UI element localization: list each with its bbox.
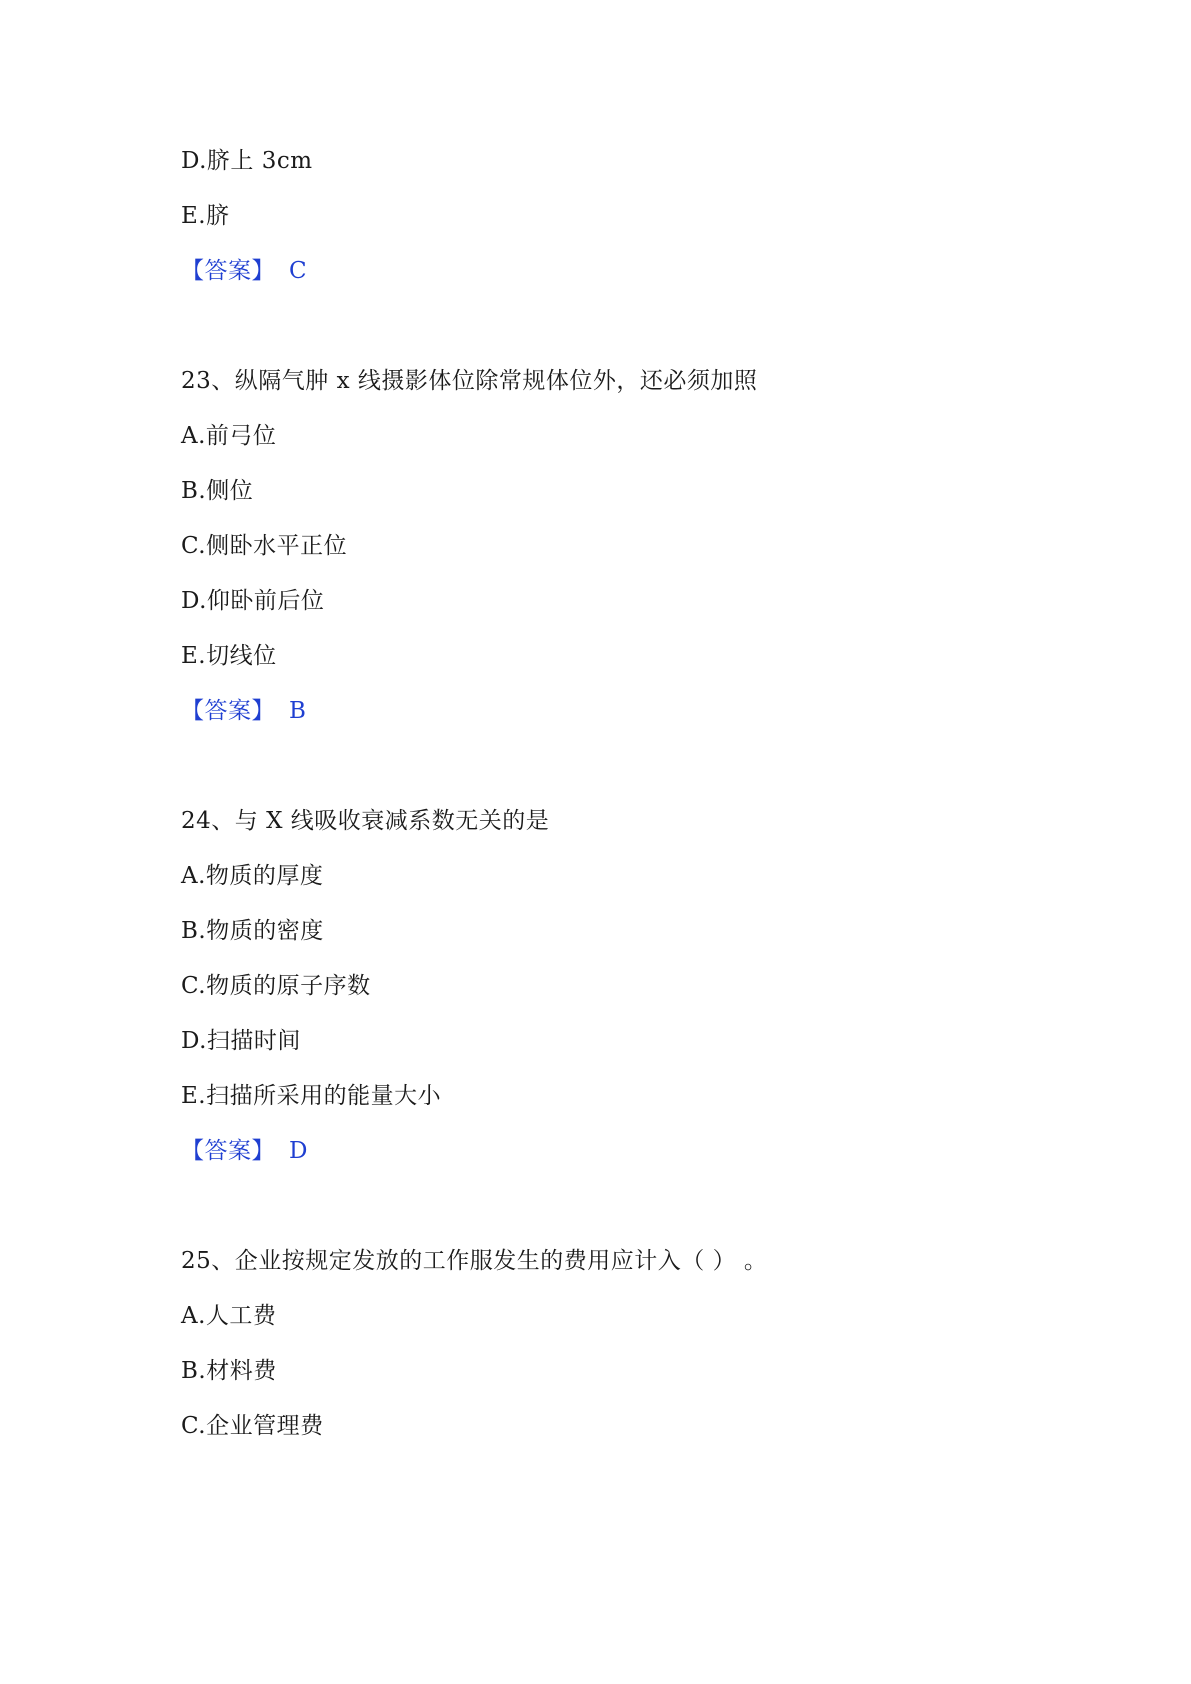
answer-line <box>181 1136 308 1166</box>
option-a: A.物质的厚度 <box>181 863 324 889</box>
answer-label: 【答案】 <box>181 1138 275 1164</box>
option-b: B.材料费 <box>181 1358 277 1384</box>
option-d: D.脐上 3cm <box>181 148 313 174</box>
option-a: A.人工费 <box>181 1303 277 1329</box>
option-b: B.侧位 <box>181 478 254 504</box>
answer-line <box>181 696 306 726</box>
option-d: D.扫描时间 <box>181 1028 301 1054</box>
option-b: B.物质的密度 <box>181 918 324 944</box>
question-stem: 23、纵隔气肿 x 线摄影体位除常规体位外，还必须加照 <box>181 368 758 394</box>
option-e: E.切线位 <box>181 643 277 669</box>
answer-line <box>181 256 307 286</box>
option-e: E.扫描所采用的能量大小 <box>181 1083 442 1109</box>
option-a: A.前弓位 <box>181 423 277 449</box>
option-c: C.企业管理费 <box>181 1413 324 1439</box>
option-c: C.侧卧水平正位 <box>181 533 348 559</box>
answer-label: 【答案】 <box>181 698 275 724</box>
answer-value: D <box>289 1138 308 1164</box>
option-e: E.脐 <box>181 203 230 229</box>
answer-value: B <box>289 698 307 724</box>
answer-value: C <box>289 258 308 284</box>
question-stem: 25、企业按规定发放的工作服发生的费用应计入（ ） 。 <box>181 1248 768 1274</box>
option-d: D.仰卧前后位 <box>181 588 325 614</box>
answer-label: 【答案】 <box>181 258 275 284</box>
question-stem: 24、与 X 线吸收衰减系数无关的是 <box>181 808 550 834</box>
option-c: C.物质的原子序数 <box>181 973 371 999</box>
